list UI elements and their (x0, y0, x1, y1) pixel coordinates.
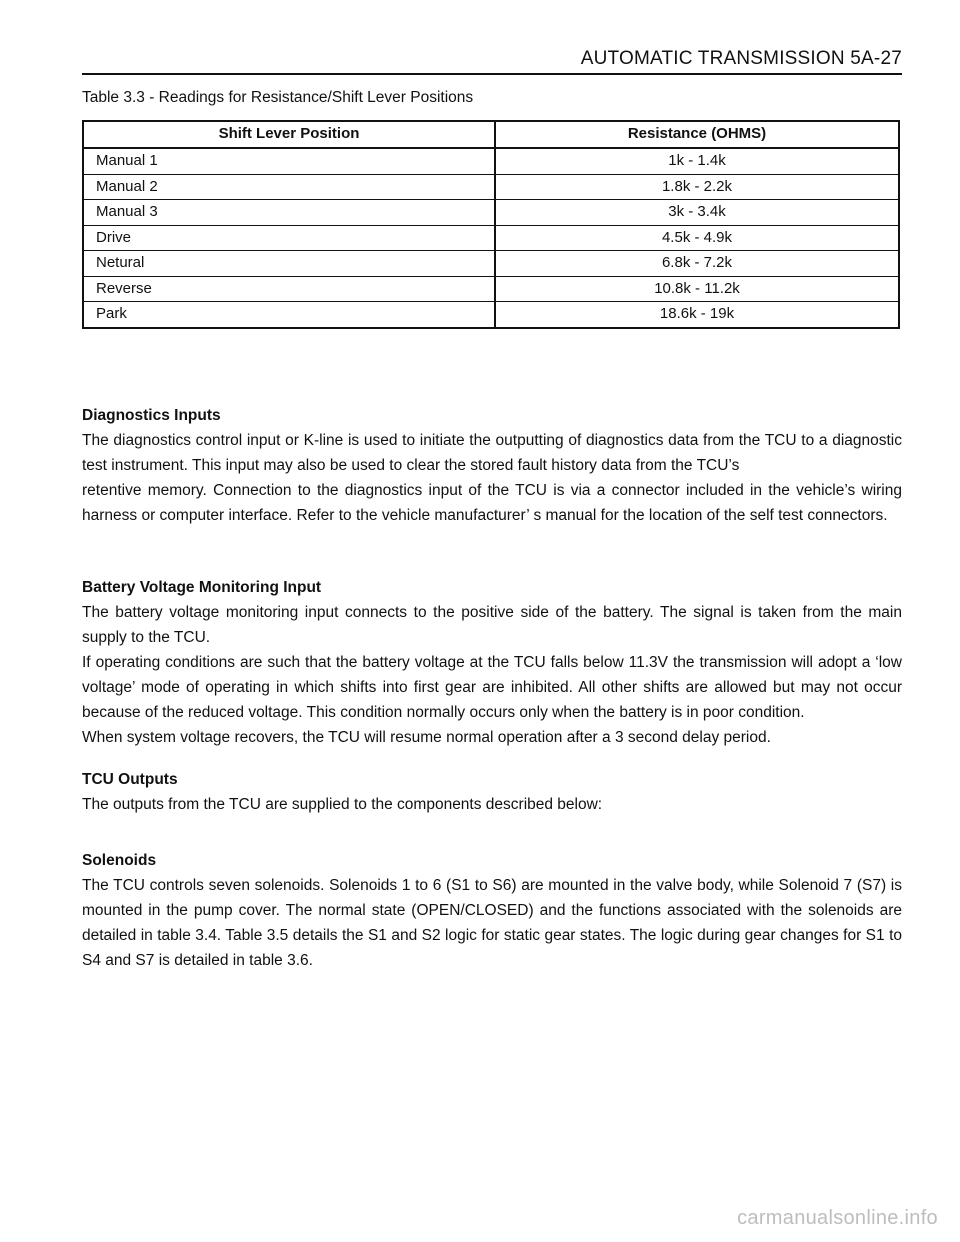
resistance-table (82, 120, 900, 329)
cell-resistance: 6.8k - 7.2k (495, 251, 899, 277)
section-diagnostics-inputs (82, 403, 902, 528)
table-header-row (83, 121, 899, 148)
cell-position: Drive (83, 225, 495, 251)
section-solenoids (82, 848, 902, 973)
table-row (83, 148, 899, 174)
table-row (83, 276, 899, 302)
section-heading: Battery Voltage Monitoring Input (82, 579, 322, 596)
paragraph: The battery voltage monitoring input connects to the positive side of the battery. The signal is taken from the main supply to the TCU. (82, 604, 902, 646)
cell-position: Manual 3 (83, 200, 495, 226)
cell-resistance: 1k - 1.4k (495, 148, 899, 174)
cell-position: Manual 2 (83, 174, 495, 200)
table-row (83, 174, 899, 200)
section-heading: Diagnostics Inputs (82, 407, 221, 424)
page-header-title: AUTOMATIC TRANSMISSION 5A-27 (580, 48, 902, 69)
section-heading: TCU Outputs (82, 771, 178, 788)
paragraph: When system voltage recovers, the TCU will resume normal operation after a 3 second delay period. (82, 729, 771, 746)
cell-resistance: 18.6k - 19k (495, 302, 899, 328)
cell-resistance: 3k - 3.4k (495, 200, 899, 226)
section-battery-voltage (82, 575, 902, 750)
section-tcu-outputs (82, 767, 902, 817)
paragraph: retentive memory. Connection to the diagnostics input of the TCU is via a connector included in the vehicle’s wiring harness or computer interface. Refer to the vehicle manufacturer’ s manual for the location of the self test connectors. (82, 482, 902, 524)
watermark: carmanualsonline.info (737, 1207, 938, 1229)
table-caption: Table 3.3 - Readings for Resistance/Shift Lever Positions (82, 89, 474, 106)
cell-resistance: 4.5k - 4.9k (495, 225, 899, 251)
table-row (83, 200, 899, 226)
column-header-resistance: Resistance (OHMS) (495, 121, 899, 148)
paragraph: The diagnostics control input or K-line is used to initiate the outputting of diagnostics data from the TCU to a diagnostic test instrument. This input may also be used to clear the stored fault history data from the TCU’s (82, 432, 902, 474)
cell-resistance: 1.8k - 2.2k (495, 174, 899, 200)
paragraph: The TCU controls seven solenoids. Solenoids 1 to 6 (S1 to S6) are mounted in the valve body, while Solenoid 7 (S7) is mounted in the pump cover. The normal state (OPEN/CLOSED) and the functions associated with the solenoids are detailed in table 3.4. Table 3.5 details the S1 and S2 logic for static gear states. The logic during gear changes for S1 to S4 and S7 is detailed in table 3.6. (82, 877, 902, 969)
cell-position: Park (83, 302, 495, 328)
table-row (83, 251, 899, 277)
column-header-position: Shift Lever Position (83, 121, 495, 148)
table-row (83, 225, 899, 251)
cell-resistance: 10.8k - 11.2k (495, 276, 899, 302)
cell-position: Netural (83, 251, 495, 277)
cell-position: Reverse (83, 276, 495, 302)
paragraph: The outputs from the TCU are supplied to the components described below: (82, 796, 603, 813)
section-heading: Solenoids (82, 852, 157, 869)
cell-position: Manual 1 (83, 148, 495, 174)
table-row (83, 302, 899, 328)
paragraph: If operating conditions are such that the battery voltage at the TCU falls below 11.3V the transmission will adopt a ‘low voltage’ mode of operating in which shifts into first gear are inhibited. All other shifts are allowed but may not occur because of the reduced voltage. This condition normally occurs only when the battery is in poor condition. (82, 654, 902, 721)
header-divider (82, 73, 902, 75)
